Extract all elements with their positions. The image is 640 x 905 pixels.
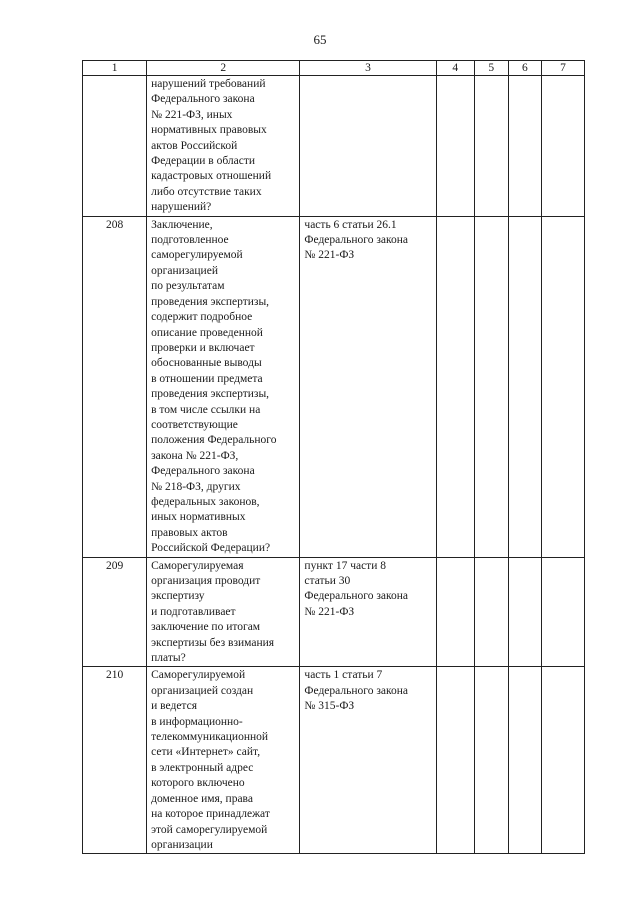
column-header-3: 3 xyxy=(300,61,436,76)
legal-reference-cell: часть 6 статьи 26.1 Федерального закона № 221-ФЗ xyxy=(300,216,436,557)
answer-cell-no xyxy=(474,667,508,854)
column-header-1: 1 xyxy=(83,61,147,76)
answer-cell-yes xyxy=(436,216,474,557)
legal-reference-cell: пункт 17 части 8 статьи 30 Федерального закона № 221-ФЗ xyxy=(300,557,436,667)
row-number-cell: 209 xyxy=(83,557,147,667)
row-number-cell: 210 xyxy=(83,667,147,854)
answer-cell-na xyxy=(508,216,541,557)
table-row xyxy=(83,76,585,217)
table-header-row xyxy=(83,61,585,76)
notes-cell xyxy=(541,76,584,217)
legal-reference-cell xyxy=(300,76,436,217)
column-header-4: 4 xyxy=(436,61,474,76)
question-cell: Заключение, подготовленное саморегулируемой организацией по результатам проведения экспертизы, содержит подробное описание проведенной проверки и включает обоснованные выводы в отношении предмета проведения экспертизы, в том числе ссылки на соответствующие положения Федерального закона № 221-ФЗ, Федерального закона № 218-ФЗ, других федеральных законов, иных нормативных правовых актов Российской Федерации? xyxy=(147,216,300,557)
answer-cell-no xyxy=(474,216,508,557)
row-number-cell xyxy=(83,76,147,217)
answer-cell-yes xyxy=(436,76,474,217)
answer-cell-na xyxy=(508,667,541,854)
answer-cell-yes xyxy=(436,667,474,854)
answer-cell-no xyxy=(474,76,508,217)
table-row xyxy=(83,216,585,557)
question-cell: Саморегулируемой организацией создан и ведется в информационно- телекоммуникационной сети «Интернет» сайт, в электронный адрес которого включено доменное имя, права на которое принадлежат этой саморегулируемой организации xyxy=(147,667,300,854)
answer-cell-na xyxy=(508,76,541,217)
column-header-6: 6 xyxy=(508,61,541,76)
column-header-7: 7 xyxy=(541,61,584,76)
answer-cell-na xyxy=(508,557,541,667)
page-number: 65 xyxy=(313,32,327,47)
checklist-table xyxy=(82,60,585,854)
answer-cell-yes xyxy=(436,557,474,667)
notes-cell xyxy=(541,216,584,557)
table-row xyxy=(83,667,585,854)
notes-cell xyxy=(541,557,584,667)
legal-reference-cell: часть 1 статьи 7 Федерального закона № 315-ФЗ xyxy=(300,667,436,854)
notes-cell xyxy=(541,667,584,854)
answer-cell-no xyxy=(474,557,508,667)
column-header-2: 2 xyxy=(147,61,300,76)
row-number-cell: 208 xyxy=(83,216,147,557)
column-header-5: 5 xyxy=(474,61,508,76)
table-row xyxy=(83,557,585,667)
question-cell: нарушений требований Федерального закона № 221-ФЗ, иных нормативных правовых актов Российской Федерации в области кадастровых отношений либо отсутствие таких нарушений? xyxy=(147,76,300,217)
question-cell: Саморегулируемая организация проводит экспертизу и подготавливает заключение по итогам экспертизы без взимания платы? xyxy=(147,557,300,667)
